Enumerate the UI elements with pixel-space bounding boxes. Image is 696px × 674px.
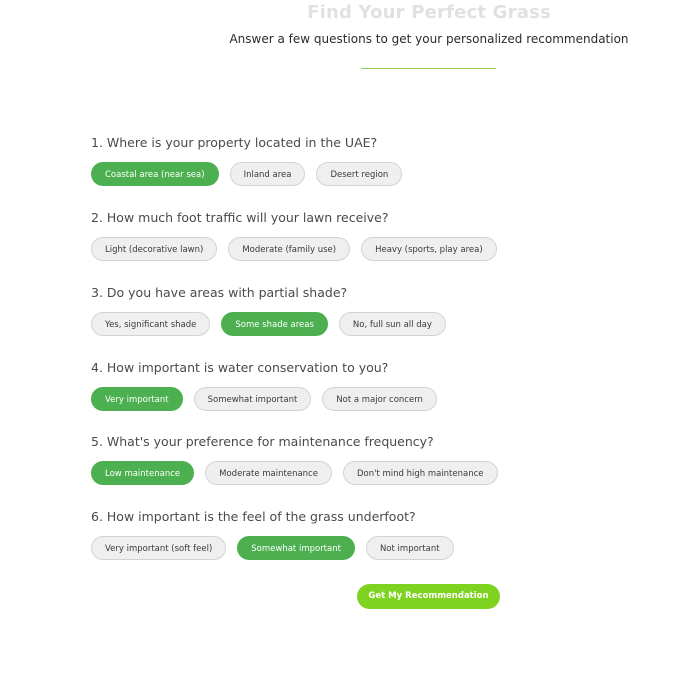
option-not-major-concern[interactable]: Not a major concern <box>322 387 437 411</box>
option-group <box>91 312 446 336</box>
question-foot-traffic <box>91 209 651 255</box>
option-low-maintenance[interactable]: Low maintenance <box>91 461 194 485</box>
page-title: Find Your Perfect Grass <box>307 2 551 23</box>
option-inland-area[interactable]: Inland area <box>230 162 306 186</box>
question-label: 3. Do you have areas with partial shade? <box>91 285 348 300</box>
question-shade <box>91 284 651 330</box>
page-subtitle: Answer a few questions to get your personalized recommendation <box>229 32 629 46</box>
question-label: 5. What's your preference for maintenance frequency? <box>91 434 434 449</box>
option-group <box>91 461 498 485</box>
question-label: 2. How much foot traffic will your lawn receive? <box>91 210 389 225</box>
question-label: 6. How important is the feel of the grass underfoot? <box>91 509 416 524</box>
option-not-important-feel[interactable]: Not important <box>366 536 454 560</box>
option-group <box>91 162 402 186</box>
question-maintenance <box>91 433 651 479</box>
option-very-important-water[interactable]: Very important <box>91 387 183 411</box>
option-significant-shade[interactable]: Yes, significant shade <box>91 312 210 336</box>
option-somewhat-important-feel[interactable]: Somewhat important <box>237 536 355 560</box>
option-light-traffic[interactable]: Light (decorative lawn) <box>91 237 217 261</box>
question-water-conservation <box>91 359 651 405</box>
get-recommendation-button[interactable]: Get My Recommendation <box>357 584 500 609</box>
option-high-maintenance[interactable]: Don't mind high maintenance <box>343 461 498 485</box>
header-divider <box>361 68 496 69</box>
option-coastal-area[interactable]: Coastal area (near sea) <box>91 162 219 186</box>
option-moderate-maintenance[interactable]: Moderate maintenance <box>205 461 332 485</box>
option-group <box>91 536 454 560</box>
question-location <box>91 134 651 180</box>
option-moderate-traffic[interactable]: Moderate (family use) <box>228 237 350 261</box>
option-full-sun[interactable]: No, full sun all day <box>339 312 446 336</box>
question-label: 1. Where is your property located in the UAE? <box>91 135 378 150</box>
question-grass-feel <box>91 508 651 554</box>
question-label: 4. How important is water conservation to you? <box>91 360 389 375</box>
option-soft-feel[interactable]: Very important (soft feel) <box>91 536 226 560</box>
option-heavy-traffic[interactable]: Heavy (sports, play area) <box>361 237 497 261</box>
option-desert-region[interactable]: Desert region <box>316 162 402 186</box>
option-somewhat-important-water[interactable]: Somewhat important <box>194 387 312 411</box>
option-group <box>91 237 497 261</box>
option-group <box>91 387 437 411</box>
option-some-shade[interactable]: Some shade areas <box>221 312 328 336</box>
